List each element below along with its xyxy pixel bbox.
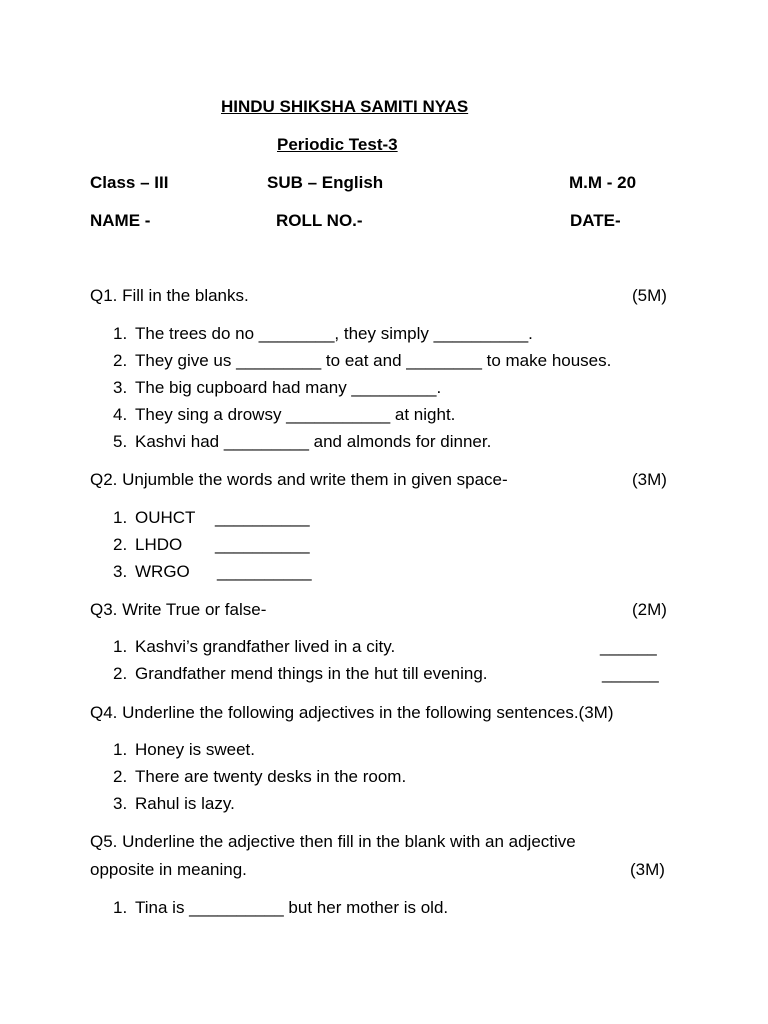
list-item-text: The trees do no ________, they simply __________. bbox=[135, 324, 533, 343]
jumbled-word: WRGO bbox=[135, 562, 190, 581]
list-item-text: Tina is __________ but her mother is old. bbox=[135, 898, 449, 917]
answer-blank: __________ bbox=[215, 508, 310, 527]
list-item bbox=[113, 768, 406, 785]
name-label: NAME - bbox=[90, 211, 151, 230]
list-item-text: Rahul is lazy. bbox=[135, 794, 235, 813]
list-item bbox=[113, 325, 533, 342]
list-item-text: They give us _________ to eat and ________ to make houses. bbox=[135, 351, 612, 370]
jumbled-word: OUHCT bbox=[135, 508, 196, 527]
list-number: 1. bbox=[113, 637, 128, 656]
question-5-marks: (3M) bbox=[630, 860, 665, 879]
list-item-text: Kashvi’s grandfather lived in a city. bbox=[135, 637, 396, 656]
subject-label: SUB – English bbox=[267, 173, 384, 192]
list-item bbox=[113, 379, 441, 396]
list-item bbox=[113, 352, 611, 369]
school-name: HINDU SHIKSHA SAMITI NYAS bbox=[221, 97, 469, 116]
question-4: Q4. Underline the following adjectives in the following sentences.(3M) bbox=[90, 703, 614, 722]
list-item bbox=[113, 795, 235, 812]
list-item bbox=[113, 899, 448, 916]
roll-label: ROLL NO.- bbox=[276, 211, 363, 230]
list-item-text: Grandfather mend things in the hut till evening. bbox=[135, 664, 488, 683]
question-1-marks: (5M) bbox=[632, 286, 667, 305]
list-number: 1. bbox=[113, 898, 128, 917]
max-marks-label: M.M - 20 bbox=[569, 173, 637, 192]
list-item-text: Kashvi had _________ and almonds for dinner. bbox=[135, 432, 492, 451]
question-1: Q1. Fill in the blanks. bbox=[90, 286, 249, 305]
list-item-text: They sing a drowsy ___________ at night. bbox=[135, 405, 456, 424]
question-2: Q2. Unjumble the words and write them in given space- bbox=[90, 470, 508, 489]
answer-blank: __________ bbox=[215, 535, 310, 554]
list-number: 1. bbox=[113, 740, 128, 759]
answer-blank: __________ bbox=[217, 562, 312, 581]
question-5-line-1: Q5. Underline the adjective then fill in the blank with an adjective bbox=[90, 832, 576, 851]
list-item bbox=[113, 665, 488, 682]
list-item-text: Honey is sweet. bbox=[135, 740, 255, 759]
list-number: 5. bbox=[113, 432, 128, 451]
list-item-text: There are twenty desks in the room. bbox=[135, 767, 407, 786]
question-5-line-2: opposite in meaning. bbox=[90, 860, 247, 879]
list-item bbox=[113, 509, 195, 526]
answer-blank: ______ bbox=[602, 664, 659, 683]
question-2-marks: (3M) bbox=[632, 470, 667, 489]
list-item bbox=[113, 638, 395, 655]
list-number: 2. bbox=[113, 767, 128, 786]
list-number: 2. bbox=[113, 351, 128, 370]
list-number: 3. bbox=[113, 378, 128, 397]
answer-blank: ______ bbox=[600, 637, 657, 656]
list-number: 1. bbox=[113, 508, 128, 527]
list-item bbox=[113, 433, 491, 450]
test-title: Periodic Test-3 bbox=[277, 135, 398, 154]
list-number: 3. bbox=[113, 562, 128, 581]
list-item bbox=[113, 536, 182, 553]
question-3-marks: (2M) bbox=[632, 600, 667, 619]
list-number: 1. bbox=[113, 324, 128, 343]
class-label: Class – III bbox=[90, 173, 169, 192]
list-item bbox=[113, 563, 190, 580]
list-number: 4. bbox=[113, 405, 128, 424]
list-number: 2. bbox=[113, 664, 128, 683]
list-number: 2. bbox=[113, 535, 128, 554]
list-number: 3. bbox=[113, 794, 128, 813]
list-item bbox=[113, 741, 255, 758]
question-3: Q3. Write True or false- bbox=[90, 600, 267, 619]
jumbled-word: LHDO bbox=[135, 535, 183, 554]
list-item bbox=[113, 406, 455, 423]
list-item-text: The big cupboard had many _________. bbox=[135, 378, 442, 397]
date-label: DATE- bbox=[570, 211, 621, 230]
